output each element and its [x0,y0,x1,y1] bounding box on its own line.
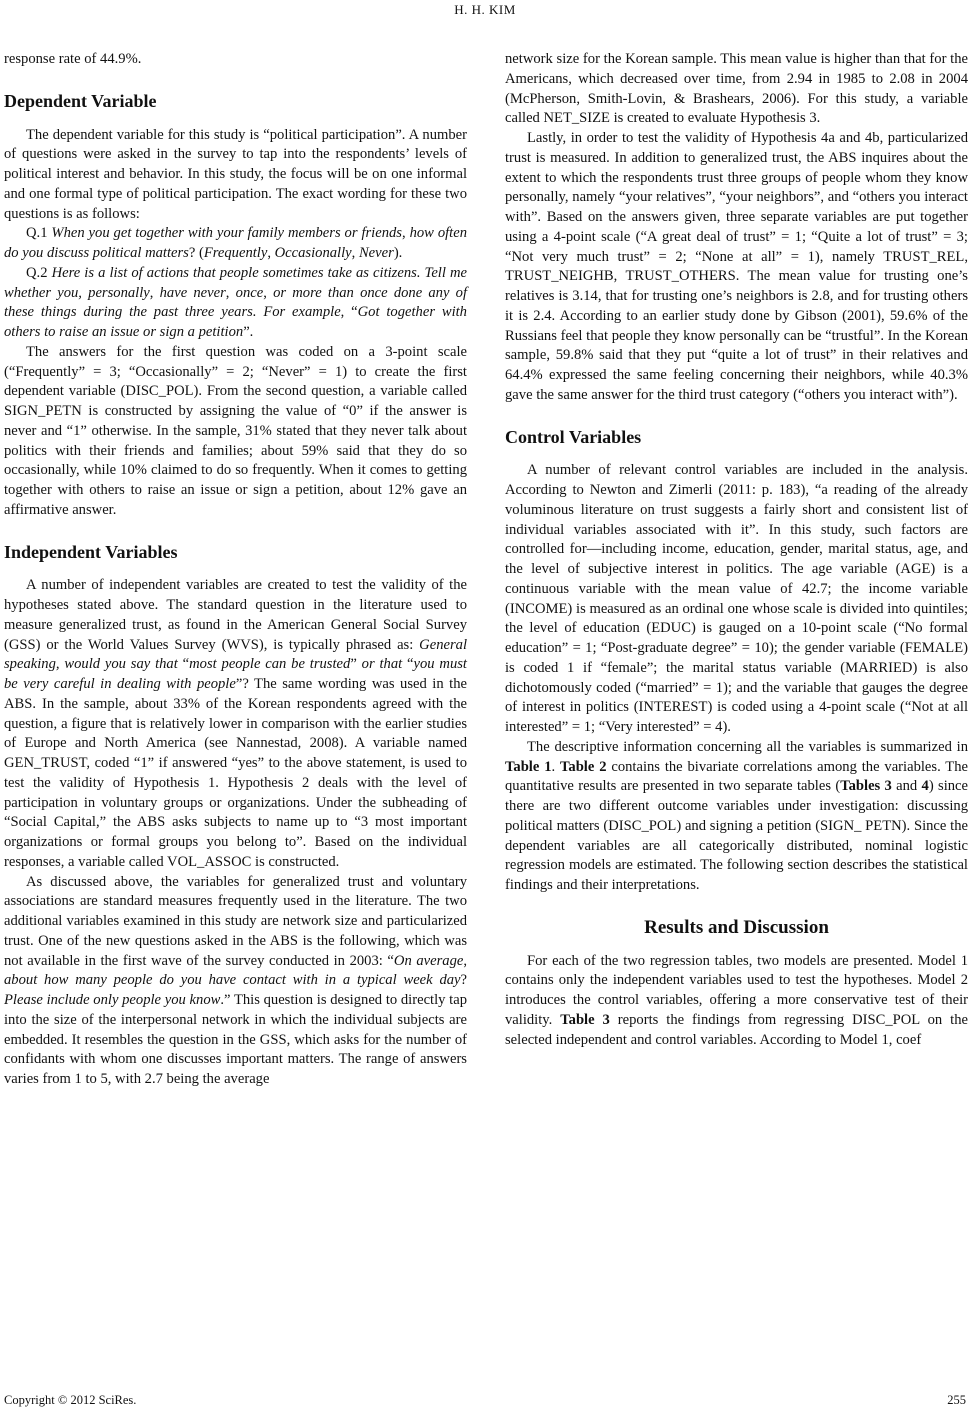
paragraph: Lastly, in order to test the validity of Hypothesis 4a and 4b, particularized trust is measured. In addition to generalized trust, the ABS inquires about the extent to which the respondents trust three groups of people whom they know personally, namely “your relatives”, “your neighbors”, and “others you interact with”. Based on the answers given, three separate variables are put together using a 4-point scale (“A great deal of trust” = 1; “Quite a lot of trust” = 3; “Not very much trust” = 2; “None at all” = 1), namely TRUST_REL, TRUST_NEIGHB, TRUST_OTHERS. The mean value for trusting one’s relatives is 3.14, that for trusting one’s neighbors is 2.8, and for trusting others it is 2.4. According to an earlier study done by Gibson (2001), 59.6% of the Russians feel that people they know personally can be “trustful”. In the Korean sample, 59.8% said that they put “quite a lot of trust” in their relatives and 64.4% expressed the same feeling concerning their neighbors, while 40.3% gave the same answer for the third trust category (“others you interact with”). [505,130,968,403]
section-heading-independent-variables: Independent Variables [4,541,178,562]
paragraph: The descriptive information concerning all the variables is summarized in Table 1. Table 2 contains the bivariate correlations among the variables. The quantitative results are presented in two separate tables (Tables 3 and 4) since there are two different outcome variables under investigation: discussing political matters (DISC_POL) and signing a petition (SIGN_ PETN). Since the dependent variables are all categorically distributed, nominal logistic regression models are estimated. The following section describes the statistical findings and their interpretations. [505,738,969,893]
table-reference: Table 3 [560,1011,610,1028]
table-reference: Tables 3 [840,778,892,795]
paragraph: The answers for the first question was coded on a 3-point scale (“Frequently” = 3; “Occasionally” = 2; “Never” = 1) to create the first dependent variable (DISC_POL). From the second question, a variable called SIGN_PETN is constructed by assigning the value of “0” if the answer is never and “1” otherwise. In the sample, 31% stated that they never talk about politics with their friends and families; about 59% said that they do so occasionally, while 10% claimed to do so frequently. When it comes to getting together with others to raise an issue or sign a petition, about 12% gave an affirmative answer. [4,343,467,518]
paragraph: A number of independent variables are created to test the validity of the hypotheses stated above. The standard question in the literature used to measure generalized trust, as found in the American General Social Survey (GSS) or the World Values Survey (WVS), is typically phrased as: General speaking, would you say that “most people can be trusted” or that “you must be very careful in dealing with people”? The same wording was used in the ABS. In the sample, about 33% of the Korean respondents agreed with the question, a figure that is relatively lower in comparison with the earlier studies of Europe and North America (see Nannestad, 2008). A variable named GEN_TRUST, coded “1” if answered “yes” to the above statement, is used to test the validity of Hypothesis 1. Hypothesis 2 deals with the level of participation in voluntary groups or organizations. Under the subheading of “Social Capital,” the ABS asks subjects to name up to “3 most important organizations or formal groups you belong to”. Based on the individual responses, a variable called VOL_ASSOC is constructed. [4,577,467,870]
paragraph: response rate of 44.9%. [4,51,142,67]
right-column [505,50,968,1050]
paragraph: The dependent variable for this study is “political participation”. A number of questions were asked in the survey to tap into the respondents’ levels of political interest and behavior. In this study, the focus will be on one informal and one formal type of political participation. The exact wording for these two questions is as follows: [4,126,467,222]
table-reference: Table 1 [505,758,552,775]
paragraph: As discussed above, the variables for generalized trust and voluntary associations are standard measures frequently used in the literature. The two additional variables examined in this study are network size and particularized trust. One of the new questions asked in the ABS is the following, which was not available in the first wave of the survey conducted in 2003: “On average, about how many people do you have contact with in a typical week day? Please include only people you know.” This question is designed to directly tap into the size of the interpersonal network in which the individual subjects are embedded. It resembles the question in the GSS, which asks for the number of confidants with whom one discusses important matters. The range of answers varies from 1 to 5, with 2.7 being the average [4,873,468,1087]
table-reference: 4 [921,778,929,795]
left-column [4,50,467,1090]
section-heading-dependent-variable: Dependent Variable [4,90,157,111]
question-2: Q.2 Here is a list of actions that people sometimes take as citizens. Tell me whether you, personally, have never, once, or more than once done any of these things during the past three years. For example, “Got together with others to raise an issue or sign a petition”. [4,264,468,340]
section-heading-results-and-discussion: Results and Discussion [644,916,829,938]
paragraph: A number of relevant control variables are included in the analysis. According to Newton and Zimerli (2011: p. 183), “a reading of the already voluminous literature on trust suggests a fairly short and consistent list of individual variables associated with it”. In this study, such factors are controlled for—including income, education, gender, marital status, age, and the level of subjective interest in politics. The age variable (AGE) is a continuous variable with the mean value of 42.7; the income variable (INCOME) is measured as an ordinal one whose scale is divided into quintiles; the level of education (EDUC) is gauged on a 10-point scale (“No formal education” = 1; “Post-graduate degree” = 10); the gender variable (FEMALE) is coded 1 if “female”; the marital status variable (MARRIED) is also dichotomously coded (“married” = 1); and the variable that gauges the degree of interest in politics (INTEREST) is coded using a 4-point scale (“Not at all interested” = 1; “Very interested” = 4). [505,462,968,735]
section-heading-control-variables: Control Variables [505,426,642,447]
copyright-notice: Copyright © 2012 SciRes. [4,1393,137,1407]
table-reference: Table 2 [560,758,607,775]
running-head: H. H. KIM [454,2,516,17]
question-1: Q.1 When you get together with your family members or friends, how often do you discuss political matters? (Frequently, Occasionally, Never). [4,225,468,261]
paragraph: network size for the Korean sample. This mean value is higher than that for the Americans, which decreased over time, from 2.94 in 1985 to 2.08 in 2004 (McPherson, Smith-Lovin, & Brashears, 2006). For this study, a variable called NET_SIZE is created to evaluate Hypothesis 3. [505,51,968,127]
page-number: 255 [947,1393,966,1407]
paragraph: For each of the two regression tables, two models are presented. Model 1 contains only the independent variables used to test the hypotheses. Model 2 introduces the control variables, offering a more conservative test of their validity. Table 3 reports the findings from regressing DISC_POL on the selected independent and control variables. According to Model 1, coef [505,952,968,1048]
